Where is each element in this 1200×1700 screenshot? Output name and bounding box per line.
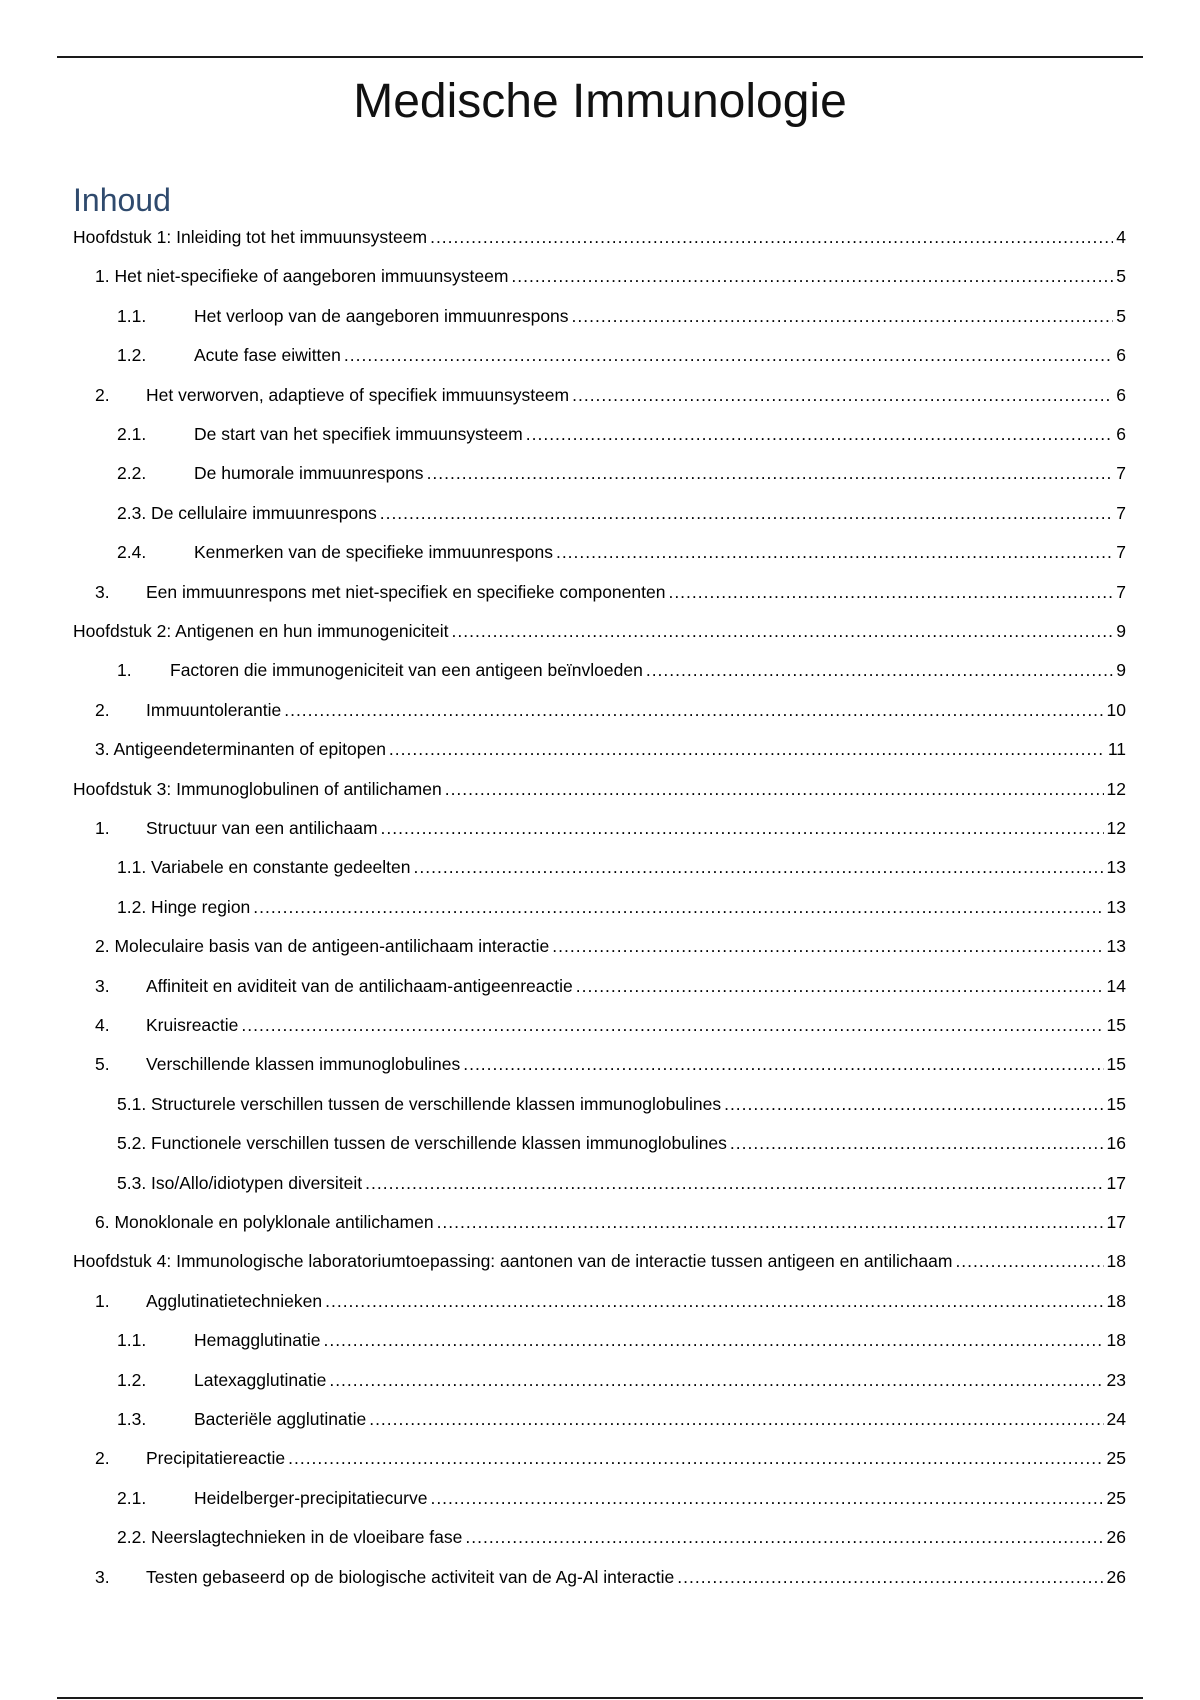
toc-entry-number: 4. bbox=[95, 1015, 110, 1035]
toc-entry-number: 1. bbox=[95, 818, 110, 838]
toc-entry-title: Immuuntolerantie bbox=[146, 699, 282, 720]
toc-leader-dots bbox=[365, 1172, 1103, 1194]
toc-entry-title: 1. Het niet-specifieke of aangeboren immuunsysteem bbox=[95, 266, 509, 287]
toc-entry-title: Hoofdstuk 4: Immunologische laboratoriumtoepassing: aantonen van de interactie tussen antigeen en antilichaam bbox=[73, 1251, 953, 1272]
toc-entry-number: 1.3. bbox=[117, 1409, 147, 1429]
toc-entry-number: 1.1. bbox=[117, 305, 147, 326]
document-title: Medische Immunologie bbox=[353, 75, 847, 128]
toc-leader-dots bbox=[344, 344, 1113, 366]
toc-entry[interactable] bbox=[0, 659, 1200, 681]
toc-entry-title: Kenmerken van de specifieke immuunrespons bbox=[194, 542, 553, 563]
toc-heading: Inhoud bbox=[73, 182, 171, 218]
toc-entry-title: 5.2. Functionele verschillen tussen de verschillende klassen immunoglobulines bbox=[117, 1133, 727, 1154]
toc-leader-dots bbox=[646, 659, 1113, 681]
toc-entry-number: 5. bbox=[95, 1054, 110, 1075]
toc-entry-number: 1.2. bbox=[117, 345, 147, 366]
toc-entry-number: 3. bbox=[95, 1566, 110, 1587]
toc-leader-dots bbox=[325, 1290, 1103, 1312]
toc-entry-page: 7 bbox=[1116, 463, 1126, 484]
toc-entry-number: 1. bbox=[117, 660, 132, 681]
toc-entry[interactable] bbox=[0, 1172, 1200, 1194]
toc-entry-page: 25 bbox=[1106, 1487, 1126, 1508]
toc-entry-number: 2. bbox=[95, 384, 110, 405]
toc-leader-dots bbox=[572, 384, 1113, 406]
toc-entry[interactable] bbox=[0, 817, 1200, 839]
toc-entry-number: 2.4. bbox=[117, 542, 147, 563]
toc-leader-dots bbox=[576, 975, 1104, 997]
toc-entry-page: 7 bbox=[1116, 581, 1126, 602]
toc-entry-page: 6 bbox=[1116, 384, 1126, 405]
toc-entry-page: 7 bbox=[1116, 502, 1126, 523]
toc-entry-title: Latexagglutinatie bbox=[194, 1369, 327, 1390]
toc-entry-title: Hoofdstuk 1: Inleiding tot het immuunsysteem bbox=[73, 227, 428, 247]
toc-entry[interactable] bbox=[0, 1014, 1200, 1036]
toc-entry[interactable] bbox=[0, 462, 1200, 484]
toc-entry[interactable] bbox=[0, 1329, 1200, 1351]
toc-entry-page: 11 bbox=[1107, 739, 1126, 760]
toc-entry-title: Bacteriële agglutinatie bbox=[194, 1409, 367, 1429]
toc-leader-dots bbox=[369, 1408, 1103, 1430]
toc-entry-number: 1. bbox=[95, 1290, 110, 1311]
footer-rule bbox=[57, 1697, 1143, 1699]
toc-entry[interactable] bbox=[0, 620, 1200, 642]
toc-entry-number: 2. bbox=[95, 699, 110, 720]
toc-entry-page: 18 bbox=[1106, 1330, 1126, 1351]
toc-entry[interactable] bbox=[0, 699, 1200, 721]
toc-entry[interactable] bbox=[0, 423, 1200, 445]
toc-entry[interactable] bbox=[0, 778, 1200, 800]
toc-entry-title: 2. Moleculaire basis van de antigeen-antilichaam interactie bbox=[95, 936, 550, 957]
toc-entry-page: 10 bbox=[1106, 699, 1126, 720]
toc-entry-page: 15 bbox=[1106, 1093, 1126, 1114]
toc-entry[interactable] bbox=[0, 856, 1200, 878]
toc-entry[interactable] bbox=[0, 1211, 1200, 1233]
toc-leader-dots bbox=[572, 305, 1114, 327]
toc-leader-dots bbox=[329, 1369, 1103, 1391]
toc-leader-dots bbox=[427, 462, 1114, 484]
toc-entry-page: 12 bbox=[1106, 778, 1126, 799]
toc-entry[interactable] bbox=[0, 226, 1200, 248]
toc-entry[interactable] bbox=[0, 1566, 1200, 1588]
toc-entry-title: Heidelberger-precipitatiecurve bbox=[194, 1487, 428, 1508]
toc-entry[interactable] bbox=[0, 1053, 1200, 1075]
toc-entry-number: 2.1. bbox=[117, 1487, 147, 1508]
toc-leader-dots bbox=[430, 226, 1113, 248]
toc-leader-dots bbox=[677, 1566, 1103, 1588]
toc-entry-number: 1.2. bbox=[117, 1369, 147, 1390]
toc-leader-dots bbox=[381, 817, 1104, 839]
toc-entry-page: 13 bbox=[1106, 936, 1126, 957]
toc-entry-title: 2.2. Neerslagtechnieken in de vloeibare fase bbox=[117, 1527, 463, 1548]
toc-entry-title: Het verloop van de aangeboren immuunrespons bbox=[194, 305, 569, 326]
toc-entry-title: Kruisreactie bbox=[146, 1015, 239, 1035]
toc-leader-dots bbox=[552, 935, 1103, 957]
toc-leader-dots bbox=[288, 1447, 1103, 1469]
toc-entry-page: 18 bbox=[1106, 1290, 1126, 1311]
toc-entry-page: 9 bbox=[1116, 660, 1126, 681]
toc-entry[interactable] bbox=[0, 305, 1200, 327]
toc-leader-dots bbox=[323, 1329, 1103, 1351]
toc-entry-page: 15 bbox=[1106, 1015, 1126, 1035]
toc-leader-dots bbox=[437, 1211, 1104, 1233]
toc-entry-page: 24 bbox=[1106, 1409, 1126, 1429]
toc-leader-dots bbox=[452, 620, 1114, 642]
toc-entry-page: 6 bbox=[1116, 424, 1126, 444]
toc-leader-dots bbox=[526, 423, 1114, 445]
toc-entry-page: 13 bbox=[1106, 896, 1126, 917]
toc-leader-dots bbox=[241, 1014, 1103, 1036]
toc-entry[interactable] bbox=[0, 344, 1200, 366]
toc-entry-page: 17 bbox=[1106, 1172, 1126, 1193]
toc-leader-dots bbox=[284, 699, 1103, 721]
toc-entry[interactable] bbox=[0, 896, 1200, 918]
toc-entry-page: 17 bbox=[1106, 1212, 1126, 1232]
toc-entry[interactable] bbox=[0, 1408, 1200, 1430]
toc-entry[interactable] bbox=[0, 502, 1200, 524]
toc-entry-page: 9 bbox=[1116, 621, 1126, 641]
toc-leader-dots bbox=[380, 502, 1114, 524]
toc-entry-number: 3. bbox=[95, 975, 110, 996]
toc-entry[interactable] bbox=[0, 1369, 1200, 1391]
toc-leader-dots bbox=[445, 778, 1104, 800]
toc-entry-title: 2.3. De cellulaire immuunrespons bbox=[117, 502, 377, 523]
toc-entry-page: 15 bbox=[1106, 1054, 1126, 1075]
toc-entry-title: Hoofdstuk 2: Antigenen en hun immunogeniciteit bbox=[73, 621, 449, 641]
toc-entry-number: 2. bbox=[95, 1448, 110, 1469]
toc-entry-title: Affiniteit en aviditeit van de antilichaam-antigeenreactie bbox=[146, 975, 573, 996]
toc-entry-title: 3. Antigeendeterminanten of epitopen bbox=[95, 739, 386, 760]
toc-entry-page: 4 bbox=[1116, 227, 1126, 247]
toc-entry-title: 1.1. Variabele en constante gedeelten bbox=[117, 857, 411, 878]
toc-entry-page: 6 bbox=[1116, 345, 1126, 366]
toc-leader-dots bbox=[955, 1250, 1103, 1272]
toc-entry-page: 7 bbox=[1116, 542, 1126, 563]
toc-entry[interactable] bbox=[0, 975, 1200, 997]
toc-entry-title: Verschillende klassen immunoglobulines bbox=[146, 1054, 461, 1075]
toc-entry-title: Structuur van een antilichaam bbox=[146, 818, 378, 838]
toc-entry[interactable] bbox=[0, 265, 1200, 287]
toc-entry-title: De humorale immuunrespons bbox=[194, 463, 424, 484]
toc-entry[interactable] bbox=[0, 581, 1200, 603]
toc-leader-dots bbox=[668, 581, 1113, 603]
toc-entry-title: 5.1. Structurele verschillen tussen de verschillende klassen immunoglobulines bbox=[117, 1093, 722, 1114]
toc-leader-dots bbox=[253, 896, 1103, 918]
toc-entry-page: 25 bbox=[1106, 1448, 1126, 1469]
toc-entry-page: 18 bbox=[1106, 1251, 1126, 1272]
toc-entry-title: Acute fase eiwitten bbox=[194, 345, 341, 366]
toc-leader-dots bbox=[463, 1053, 1103, 1075]
toc-entry[interactable] bbox=[0, 1093, 1200, 1115]
toc-entry-title: De start van het specifiek immuunsysteem bbox=[194, 424, 523, 444]
toc-entry-page: 12 bbox=[1106, 818, 1126, 838]
toc-entry-page: 5 bbox=[1116, 266, 1126, 287]
toc-entry-number: 1.1. bbox=[117, 1330, 147, 1351]
toc-leader-dots bbox=[724, 1093, 1103, 1115]
toc-entry[interactable] bbox=[0, 1290, 1200, 1312]
toc-entry[interactable] bbox=[0, 1526, 1200, 1548]
toc-entry-title: Hoofdstuk 3: Immunoglobulinen of antilichamen bbox=[73, 778, 442, 799]
toc-entry-page: 26 bbox=[1106, 1527, 1126, 1548]
toc-entry-title: Een immuunrespons met niet-specifiek en specifieke componenten bbox=[146, 581, 666, 602]
toc-entry-page: 13 bbox=[1106, 857, 1126, 878]
toc-entry-title: Het verworven, adaptieve of specifiek immuunsysteem bbox=[146, 384, 570, 405]
toc-entry-title: Agglutinatietechnieken bbox=[146, 1290, 323, 1311]
toc-entry-number: 2.2. bbox=[117, 463, 147, 484]
toc-entry[interactable] bbox=[0, 541, 1200, 563]
toc-entry-page: 16 bbox=[1106, 1133, 1126, 1154]
toc-entry-number: 3. bbox=[95, 581, 110, 602]
toc-entry[interactable] bbox=[0, 1250, 1200, 1272]
toc-entry-page: 26 bbox=[1106, 1566, 1126, 1587]
toc-leader-dots bbox=[511, 265, 1113, 287]
toc-entry[interactable] bbox=[0, 935, 1200, 957]
toc-entry[interactable] bbox=[0, 384, 1200, 406]
toc-entry-number: 2.1. bbox=[117, 424, 147, 444]
toc-entry-title: Testen gebaseerd op de biologische activiteit van de Ag-Al interactie bbox=[146, 1566, 675, 1587]
toc-leader-dots bbox=[556, 541, 1113, 563]
header-rule bbox=[57, 56, 1143, 58]
toc-leader-dots bbox=[465, 1526, 1103, 1548]
toc-leader-dots bbox=[389, 738, 1105, 760]
toc-entry-page: 14 bbox=[1106, 975, 1126, 996]
toc-leader-dots bbox=[414, 856, 1104, 878]
toc-entry[interactable] bbox=[0, 1132, 1200, 1154]
toc-entry-title: Hemagglutinatie bbox=[194, 1330, 321, 1351]
toc-entry-title: Precipitatiereactie bbox=[146, 1448, 286, 1469]
toc-entry-page: 5 bbox=[1116, 305, 1126, 326]
toc-leader-dots bbox=[430, 1487, 1103, 1509]
toc-entry-title: 6. Monoklonale en polyklonale antilichamen bbox=[95, 1212, 434, 1232]
toc-entry[interactable] bbox=[0, 738, 1200, 760]
toc-entry-title: 5.3. Iso/Allo/idiotypen diversiteit bbox=[117, 1172, 363, 1193]
toc-entry[interactable] bbox=[0, 1447, 1200, 1469]
toc-leader-dots bbox=[730, 1132, 1104, 1154]
toc-entry-title: Factoren die immunogeniciteit van een antigeen beïnvloeden bbox=[170, 660, 643, 681]
toc-entry-title: 1.2. Hinge region bbox=[117, 896, 251, 917]
toc-entry[interactable] bbox=[0, 1487, 1200, 1509]
toc-entry-page: 23 bbox=[1106, 1369, 1126, 1390]
